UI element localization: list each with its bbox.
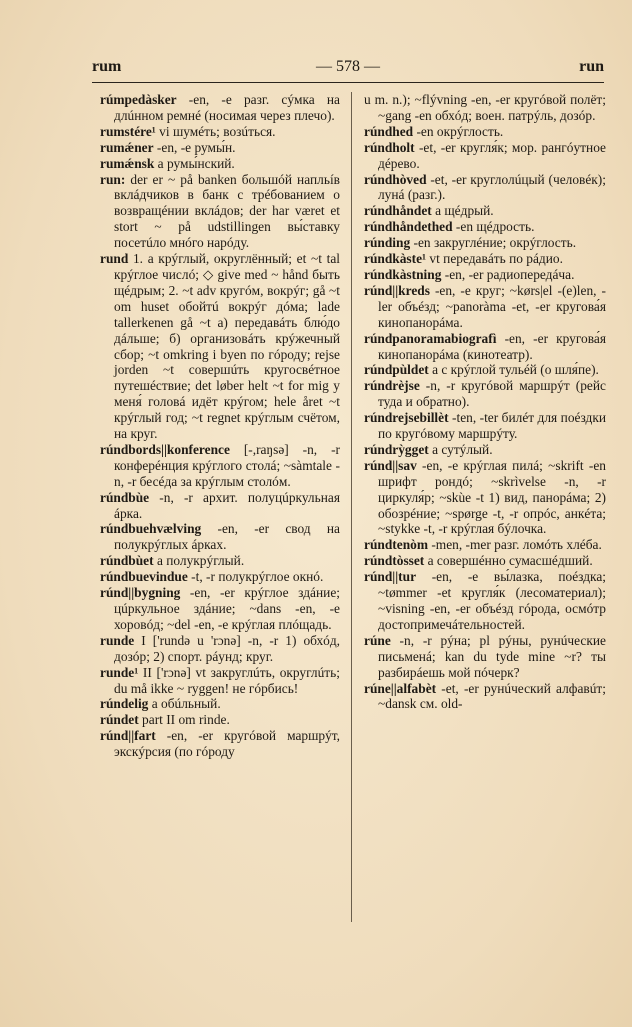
dictionary-entry: [364, 537, 606, 553]
header-left-guideword: rum: [92, 58, 122, 75]
entry-headword: rúnd||kreds: [364, 282, 430, 298]
dictionary-entry: [364, 203, 606, 219]
entry-definition: vt передавáть по рáдио.: [426, 251, 563, 267]
dictionary-entry: [364, 442, 606, 458]
dictionary-entry: [364, 92, 606, 124]
entry-headword: rúmpedàsker: [100, 92, 177, 107]
entry-definition: u m. n.); ~flývning -en, -er кругóвой полёт; ~gang -en обхóд; воен. патрýль, дозóр.: [364, 92, 606, 123]
entry-definition: [-,raŋsə] -n, -r конферéнция крýглого столá; ~sàmtale -n, -r бесéда за крýглым столóм.: [114, 441, 340, 489]
entry-headword: rúnd||tur: [364, 569, 417, 585]
entry-definition: a румы́нский.: [154, 155, 235, 171]
dictionary-entry: [100, 553, 340, 569]
dictionary-entry: [364, 219, 606, 235]
entry-headword: rúndhed: [364, 123, 414, 139]
left-column: [100, 92, 340, 760]
dictionary-entry: [100, 521, 340, 553]
entry-definition: 1. a крýглый, округлённый; et ~t tal крýглое числó; ◇ give med ~ hånd быть щéдрым; 2. ~t adv кругóм, вокрýг; gå ~t om huset обойтú вокрýг дóма; lade tallerkenen gå ~t a) передавáть блю́до дáльше; б) организовáть крýжечный сбор; ~t omkring i byen по гóроду; rejse jorden ~t совершúть кругосвéтное путешéствие; det løber helt ~t for mig у меня́ головá идёт крýгом; hele året ~t крýглый год; ~t regnet крýглым счётом, на круг.: [114, 251, 340, 442]
entry-definition: -n, -r кругóвой маршрýт (рейс туда и обратно).: [378, 378, 606, 410]
dictionary-entry: [364, 172, 606, 204]
entry-definition: vi шумéть; возúться.: [155, 123, 276, 139]
entry-definition: -en, -er крýглое здáние; цúркульное здáние; ~dans -en, -e хоровóд; ~del -en, -e крýглая плóщадь.: [114, 585, 340, 632]
entry-definition: -en, -er кругóвой маршрýт, экскýрсия (по гóроду: [114, 728, 340, 760]
entry-headword: rúnd||bygning: [100, 585, 181, 601]
entry-definition: a обúльный.: [148, 696, 221, 712]
entry-headword: rúndbùe: [100, 489, 150, 505]
entry-definition: -n, -r архит. полуцúркульная áрка.: [114, 489, 340, 521]
entry-headword: rúndbuevindue: [100, 569, 188, 585]
entry-headword: rúndkàstning: [364, 266, 442, 282]
entry-definition: a щéдрый.: [431, 203, 494, 219]
dictionary-entry: [100, 712, 340, 728]
dictionary-entry: [364, 633, 606, 681]
entry-headword: rúndrejsebillèt: [364, 410, 449, 426]
dictionary-entry: [364, 458, 606, 538]
entry-headword: runde¹: [100, 664, 139, 680]
entry-headword: rúndhòved: [364, 171, 427, 187]
dictionary-entry: [100, 251, 340, 442]
entry-definition: -en, -e вы́лазка, поéздка; ~tømmer -et кругля́к (лесоматериал); ~visning -en, -er объéзд гóрода, осмóтр достопримечáтельностей.: [378, 569, 606, 632]
entry-definition: -en, -er радиопередáча.: [441, 266, 575, 282]
entry-headword: rúndpùldet: [364, 362, 429, 378]
entry-headword: rúnd||sav: [364, 457, 417, 473]
dictionary-entry: [364, 410, 606, 442]
entry-headword: rúndrèjse: [364, 378, 420, 394]
dictionary-entry: [100, 569, 340, 585]
entry-headword: rumǽnsk: [100, 155, 155, 171]
entry-definition: -et, -er круглолúцый (человéк); лунá (разг.).: [378, 171, 606, 203]
entry-definition: -en щéдрость.: [452, 219, 535, 235]
entry-definition: -en закруглéние; окрýглость.: [410, 235, 577, 251]
entry-definition: a совершéнно сумасшéдший.: [424, 553, 593, 569]
entry-definition: II ['rɔnə] vt закруглúть, округлúть; du må ikke ~ ryggen! не гóрбись!: [114, 664, 340, 696]
entry-definition: -en, -e румы́н.: [153, 139, 236, 155]
entry-definition: I ['rundə u 'rɔnə] -n, -r 1) обхóд, дозóр; 2) спорт. рáунд; круг.: [114, 632, 340, 664]
dictionary-entry: [100, 633, 340, 665]
entry-headword: rúndrỳgget: [364, 441, 429, 457]
entry-headword: rúndkàste¹: [364, 251, 427, 267]
entry-headword: rúndelig: [100, 696, 149, 712]
dictionary-entry: [100, 140, 340, 156]
right-column: [364, 92, 606, 712]
dictionary-entry: [100, 585, 340, 633]
dictionary-entry: [100, 124, 340, 140]
header-right-guideword: run: [579, 58, 604, 75]
entry-headword: runde: [100, 632, 135, 648]
dictionary-entry: [364, 378, 606, 410]
dictionary-entry: [364, 140, 606, 172]
entry-headword: rúne||alfabèt: [364, 680, 437, 696]
dictionary-entry: [100, 442, 340, 490]
dictionary-entry: [100, 92, 340, 124]
page-header: [92, 58, 604, 82]
dictionary-entry: [364, 331, 606, 363]
entry-headword: rumstére¹: [100, 123, 156, 139]
entry-definition: a полукрýглый.: [153, 553, 245, 569]
entry-definition: part II om rinde.: [138, 712, 230, 728]
dictionary-entry: [100, 696, 340, 712]
entry-headword: rúndbùet: [100, 553, 154, 569]
entry-definition: -ten, -ter билéт для поéздки по кругóвому маршрýту.: [378, 410, 606, 442]
dictionary-entry: [364, 251, 606, 267]
entry-headword: rúne: [364, 632, 391, 648]
entry-definition: -men, -mer разг. ломóть хлéба.: [428, 537, 602, 553]
dictionary-entry: [100, 728, 340, 760]
dictionary-entry: [364, 569, 606, 633]
entry-headword: rúnd||fart: [100, 728, 156, 744]
dictionary-entry: [364, 124, 606, 140]
entry-definition: -en, -e крýглая пилá; ~skrift -en шрифт рондó; ~skrìvelse -n, -r циркуля́р; ~skùe -t 1) вид, панорáма; 2) обозрéние; ~spørge -t, -r опрóс, анкéта; ~stykke -t, -r крýглая бýлочка.: [378, 457, 606, 537]
entry-definition: -en окрýглость.: [413, 123, 504, 139]
dictionary-entry: [364, 362, 606, 378]
entry-headword: rumǽner: [100, 139, 154, 155]
dictionary-entry: [100, 490, 340, 522]
entry-headword: rúndbords||konference: [100, 441, 230, 457]
entry-headword: run:: [100, 171, 126, 187]
page-number: — 578 —: [316, 58, 380, 75]
entry-headword: rúndbuehvælving: [100, 521, 202, 537]
entry-headword: rúnding: [364, 235, 411, 251]
entry-headword: rúndet: [100, 712, 139, 728]
dictionary-entry: [364, 681, 606, 713]
dictionary-entry: [364, 283, 606, 331]
entry-definition: -et, -er рунúческий алфавúт; ~dansk см. old-: [378, 680, 606, 712]
entry-definition: -en, -e разг. сýмка на длúнном ремнé (носимая через плечо).: [114, 92, 340, 123]
column-divider: [351, 92, 352, 922]
entry-headword: rúndholt: [364, 139, 415, 155]
entry-definition: a с крýглой тульéй (о шля́пе).: [428, 362, 599, 378]
dictionary-entry: [100, 156, 340, 172]
dictionary-entry: [100, 172, 340, 252]
entry-definition: -en, -er свод на полукрýглых áрках.: [114, 521, 340, 553]
dictionary-entry: [364, 235, 606, 251]
header-rule: [92, 82, 604, 83]
entry-headword: rúndtenòm: [364, 537, 428, 553]
entry-definition: -en, -e круг; ~kørs|el -(e)len, -ler объéзд; ~panoràma -et, -er кругова́я кинопанорáма.: [378, 282, 606, 330]
entry-headword: rúndpanoramabiografì: [364, 330, 497, 346]
entry-headword: rúndhåndethed: [364, 219, 453, 235]
entry-definition: -et, -er кругля́к; мор. рангóутное дéрево.: [378, 139, 606, 171]
entry-definition: a сутýлый.: [428, 441, 493, 457]
dictionary-entry: [100, 665, 340, 697]
entry-headword: rúndtòsset: [364, 553, 425, 569]
entry-headword: rúndhåndet: [364, 203, 432, 219]
dictionary-entry: [364, 553, 606, 569]
entry-definition: -n, -r рýна; pl рýны, рунúческие письменá; kan du tyde mine ~r? ты разбирáешь мой пóчерк?: [378, 632, 606, 680]
entry-headword: rund: [100, 251, 129, 267]
dictionary-entry: [364, 267, 606, 283]
entry-definition: der er ~ på banken большóй напльíв вклáдчиков в банк с трéбованием о возвращéнии вклáдов; der har været et stort ~ på udstillingen вы́ставку посетúло мнóго нарóду.: [114, 171, 340, 251]
entry-definition: -en, -er кругова́я кинопанорáма (кинотеатр).: [378, 330, 606, 362]
entry-definition: -t, -r полукрýглое окнó.: [187, 569, 324, 585]
